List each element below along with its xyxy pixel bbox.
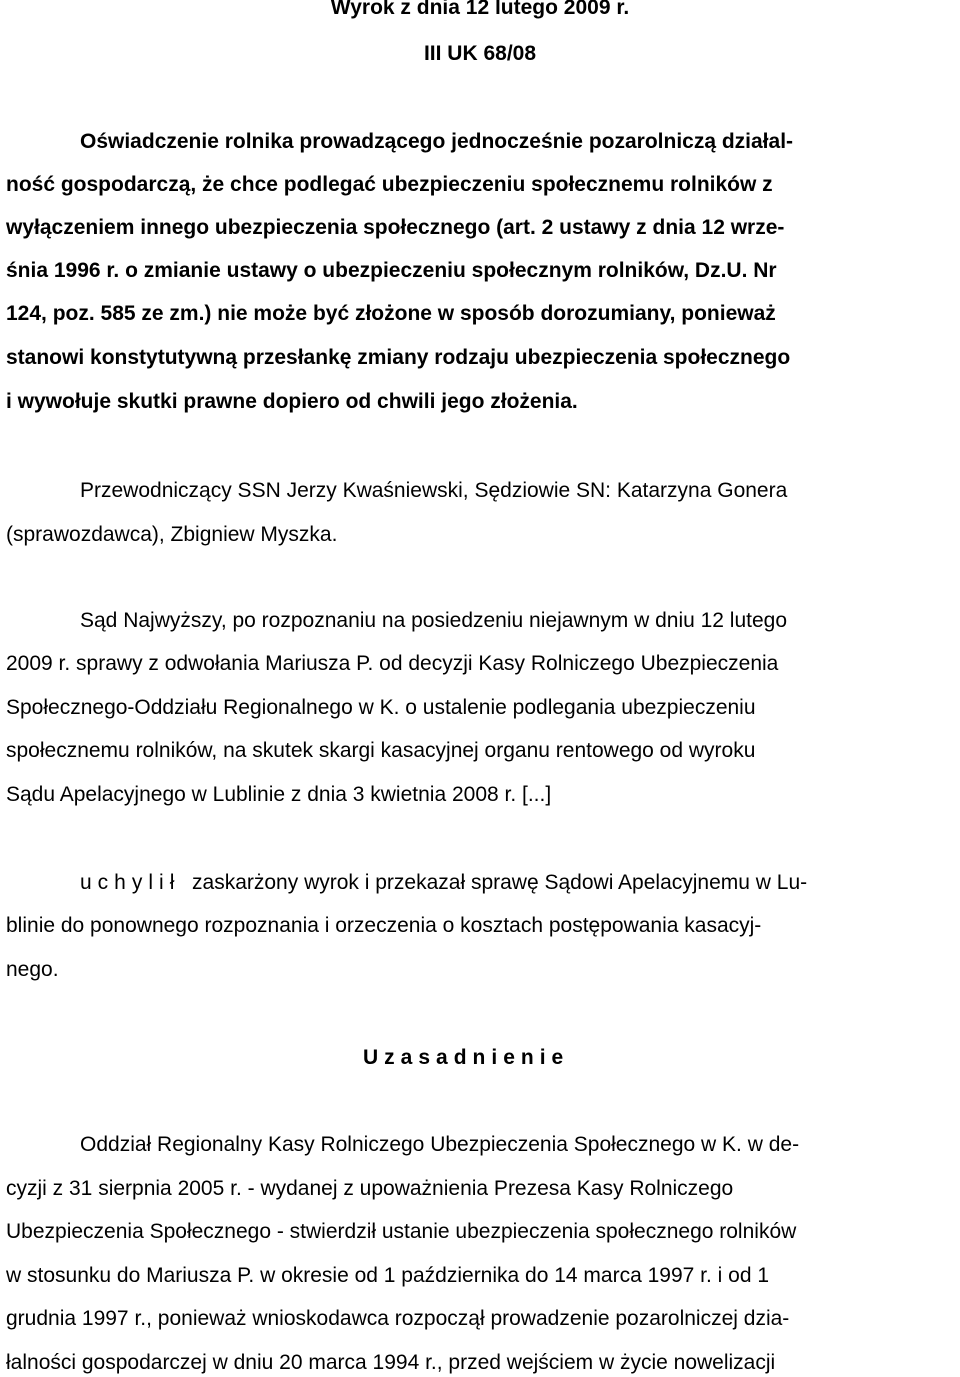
case-number: III UK 68/08 <box>423 42 537 65</box>
intro-line: Społecznego-Oddziału Regionalnego w K. o ustalenie podlegania ubezpieczeniu <box>6 696 756 719</box>
thesis-line: 124, poz. 585 ze zm.) nie może być złożone w sposób dorozumiany, ponieważ <box>6 302 776 325</box>
justification-line: łalności gospodarczej w dniu 20 marca 1994 r., przed wejściem w życie nowelizacji <box>6 1351 776 1374</box>
intro-line: Sąd Najwyższy, po rozpoznaniu na posiedzeniu niejawnym w dniu 12 lutego <box>80 609 788 632</box>
ruling-keyword: uchylił <box>80 871 181 894</box>
justification-line: Ubezpieczenia Społecznego - stwierdził ustanie ubezpieczenia społecznego rolników <box>6 1220 797 1243</box>
justification-line: grudnia 1997 r., ponieważ wnioskodawca rozpoczął prowadzenie pozarolniczej dzia- <box>6 1307 790 1330</box>
justification-line: cyzji z 31 sierpnia 2005 r. - wydanej z upoważnienia Prezesa Kasy Rolniczego <box>6 1177 734 1200</box>
thesis-line: śnia 1996 r. o zmianie ustawy o ubezpieczeniu społecznym rolników, Dz.U. Nr <box>6 259 777 282</box>
thesis-line: ność gospodarczą, że chce podlegać ubezpieczeniu społecznemu rolników z <box>6 173 773 196</box>
ruling-text: zaskarżony wyrok i przekazał sprawę Sądowi Apelacyjnemu w Lu- <box>192 871 808 894</box>
composition-line: (sprawozdawca), Zbigniew Myszka. <box>6 523 338 546</box>
thesis-line: stanowi konstytutywną przesłankę zmiany rodzaju ubezpieczenia społecznego <box>6 346 791 369</box>
ruling-line: blinie do ponownego rozpoznania i orzeczenia o kosztach postępowania kasacyj- <box>6 914 762 937</box>
intro-line: 2009 r. sprawy z odwołania Mariusza P. od decyzji Kasy Rolniczego Ubezpieczenia <box>6 652 779 675</box>
intro-line: społecznemu rolników, na skutek skargi kasacyjnej organu rentowego od wyroku <box>6 739 756 762</box>
composition-line: Przewodniczący SSN Jerzy Kwaśniewski, Sędziowie SN: Katarzyna Gonera <box>80 479 788 502</box>
justification-line: w stosunku do Mariusza P. w okresie od 1 października do 14 marca 1997 r. i od 1 <box>6 1264 770 1287</box>
intro-line: Sądu Apelacyjnego w Lublinie z dnia 3 kwietnia 2008 r. [...] <box>6 783 552 806</box>
ruling-line <box>80 869 807 897</box>
justification-line: Oddział Regionalny Kasy Rolniczego Ubezpieczenia Społecznego w K. w de- <box>80 1133 800 1156</box>
ruling-line: nego. <box>6 958 59 981</box>
thesis-line: wyłączeniem innego ubezpieczenia społecznego (art. 2 ustawy z dnia 12 wrze- <box>6 216 785 239</box>
judgment-date: Wyrok z dnia 12 lutego 2009 r. <box>330 0 630 19</box>
justification-heading: Uzasadnienie <box>363 1046 570 1069</box>
thesis-line: i wywołuje skutki prawne dopiero od chwili jego złożenia. <box>6 390 578 413</box>
thesis-line: Oświadczenie rolnika prowadzącego jednocześnie pozarolniczą działal- <box>80 130 794 153</box>
